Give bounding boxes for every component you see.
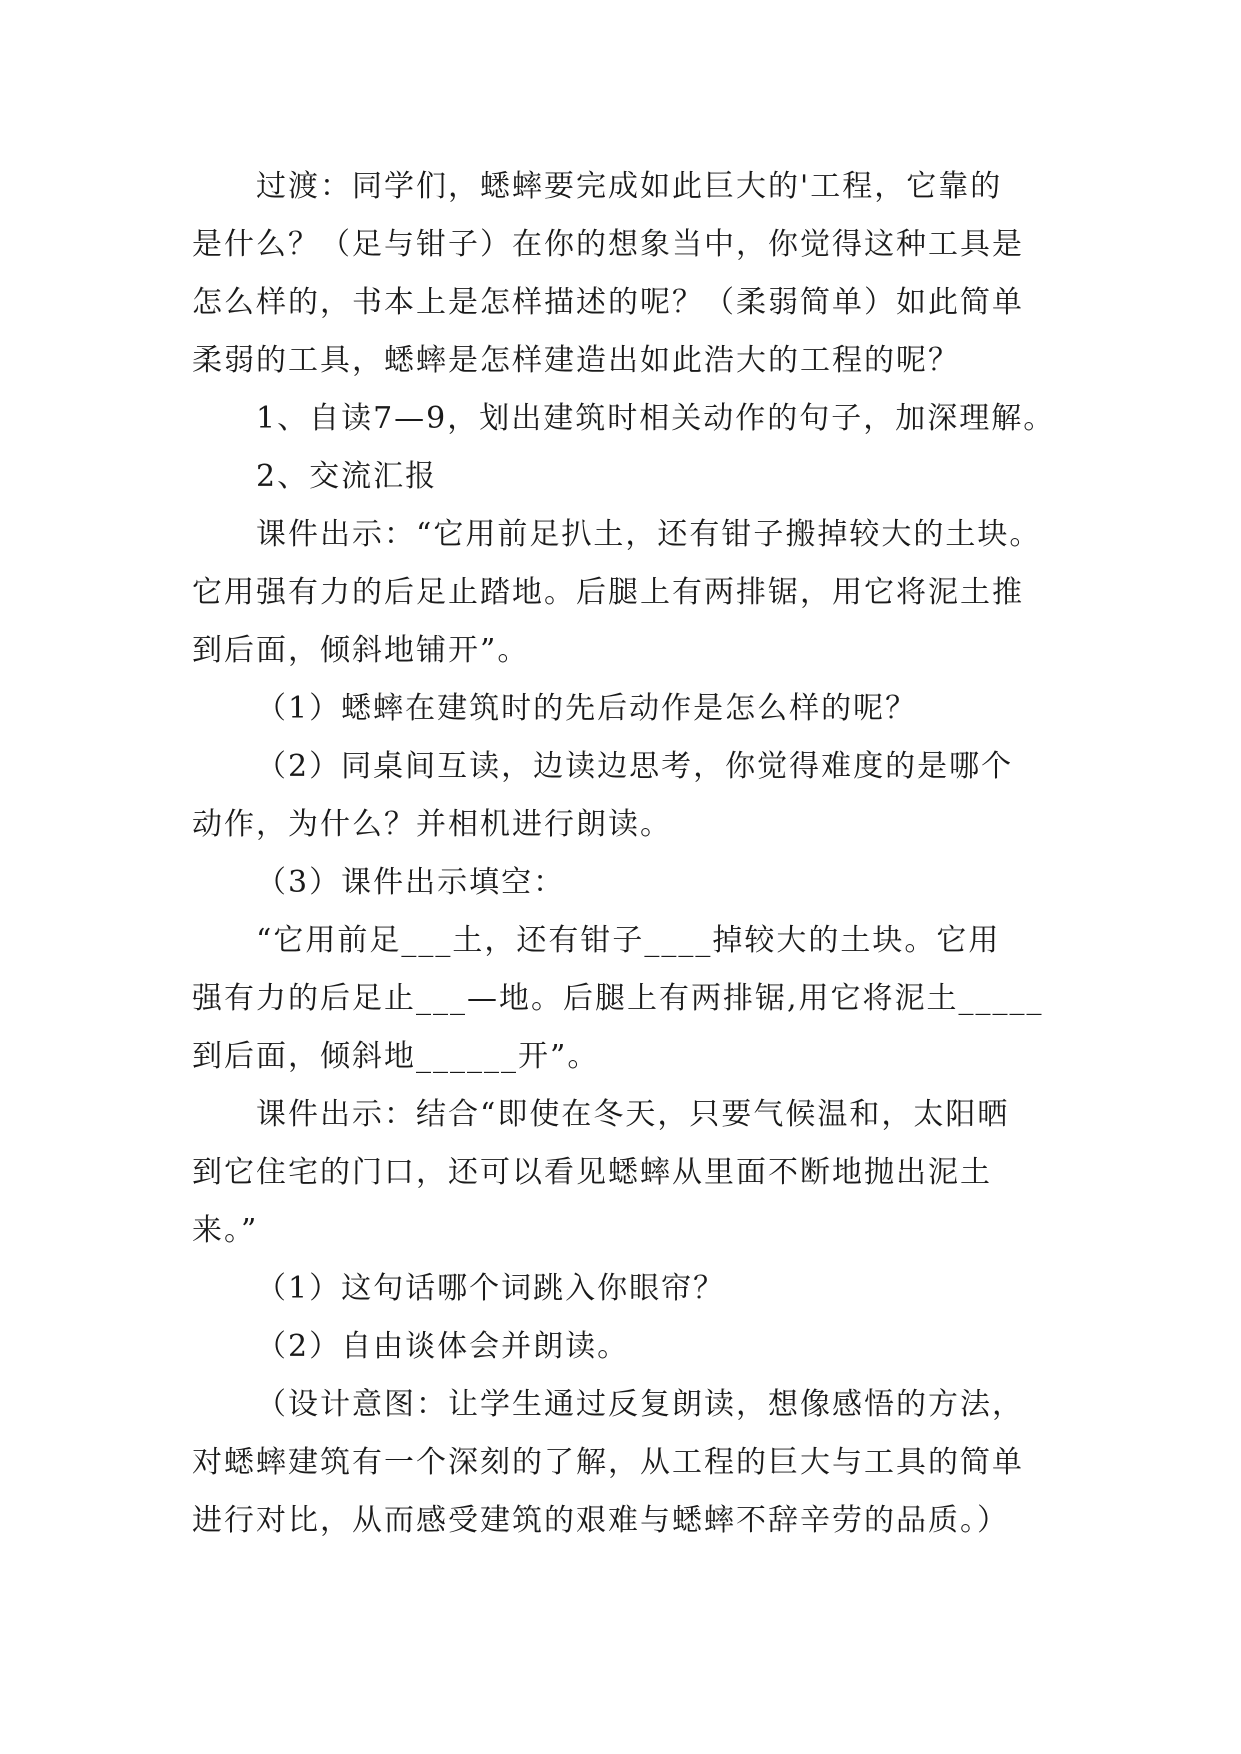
paragraph-line: 动作，为什么？并相机进行朗读。 (192, 807, 672, 842)
paragraph-line: 课件出示：“它用前足扒土，还有钳子搬掉较大的土块。 (256, 517, 1042, 552)
paragraph-line: 它用强有力的后足止踏地。后腿上有两排锯，用它将泥土推 (192, 575, 1024, 610)
paragraph-line: 过渡：同学们，蟋蟀要完成如此巨大的'工程，它靠的 (256, 169, 1003, 204)
paragraph-line: 强有力的后足止___—地。后腿上有两排锯,用它将泥土_____ (192, 981, 1044, 1016)
paragraph-line: 来。” (192, 1213, 259, 1248)
paragraph-line: 到它住宅的门口，还可以看见蟋蟀从里面不断地抛出泥土 (192, 1155, 992, 1190)
paragraph-line: 2、交流汇报 (256, 459, 438, 494)
paragraph-line: （3）课件出示填空： (256, 865, 566, 900)
paragraph-line: 1、自读7—9，划出建筑时相关动作的句子，加深理解。 (256, 401, 1056, 436)
paragraph-line: （1）蟋蟀在建筑时的先后动作是怎么样的呢？ (256, 691, 918, 726)
paragraph-line: 怎么样的，书本上是怎样描述的呢？（柔弱简单）如此简单 (192, 285, 1024, 320)
paragraph-line: （2）自由谈体会并朗读。 (256, 1329, 630, 1364)
paragraph-line: 到后面，倾斜地______开”。 (192, 1039, 600, 1074)
paragraph-line: 柔弱的工具，蟋蟀是怎样建造出如此浩大的工程的呢？ (192, 343, 960, 378)
paragraph-line: （1）这句话哪个词跳入你眼帘？ (256, 1271, 726, 1306)
paragraph-line: 是什么？（足与钳子）在你的想象当中，你觉得这种工具是 (192, 227, 1024, 262)
paragraph-line: 课件出示：结合“即使在冬天，只要气候温和，太阳晒 (256, 1097, 1010, 1132)
paragraph-line: （设计意图：让学生通过反复朗读，想像感悟的方法， (256, 1387, 1024, 1422)
paragraph-line: “它用前足___土，还有钳子____掉较大的土块。它用 (256, 923, 1001, 958)
paragraph-line: 到后面，倾斜地铺开”。 (192, 633, 530, 668)
paragraph-line: 对蟋蟀建筑有一个深刻的了解，从工程的巨大与工具的简单 (192, 1445, 1024, 1480)
paragraph-line: （2）同桌间互读，边读边思考，你觉得难度的是哪个 (256, 749, 1014, 784)
paragraph-line: 进行对比，从而感受建筑的艰难与蟋蟀不辞辛劳的品质。） (192, 1503, 1009, 1538)
document-body (192, 158, 1056, 1550)
